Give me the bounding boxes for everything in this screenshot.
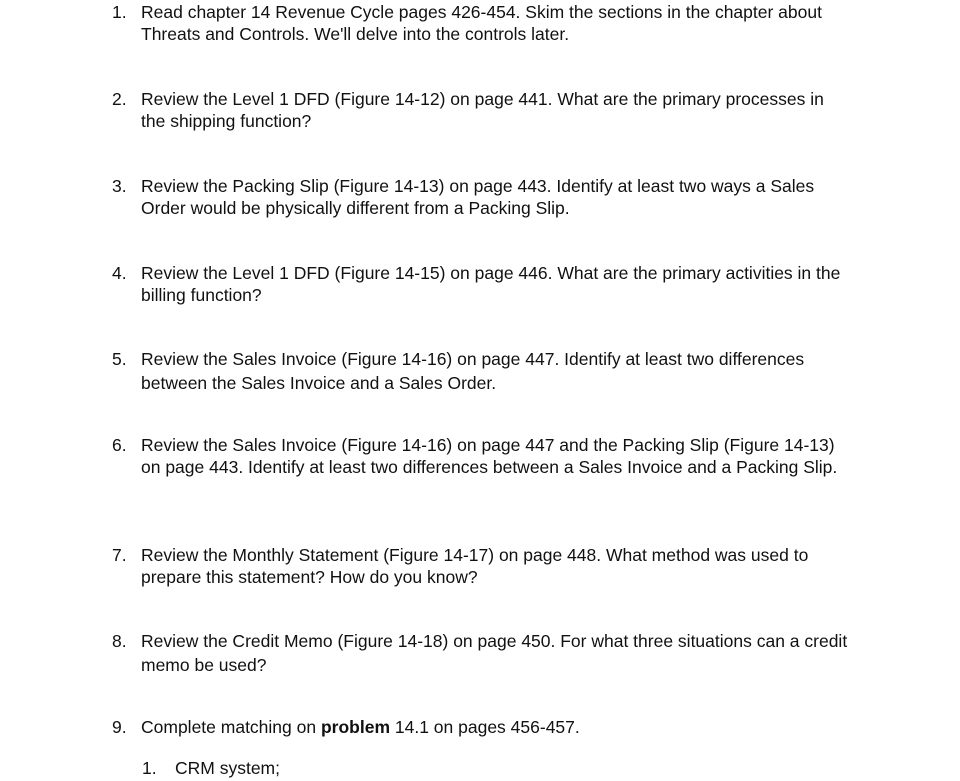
question-number: 4.: [112, 263, 127, 283]
question-text-before: Complete matching on: [141, 717, 321, 737]
sub-item-text: CRM system;: [175, 758, 280, 778]
question-text: Review the Level 1 DFD (Figure 14-15) on page 446. What are the primary activities in the billing function?: [141, 263, 841, 305]
sub-item-number: 1.: [142, 758, 157, 778]
question-text: [141, 716, 852, 738]
question-2: [112, 88, 852, 132]
question-text: Review the Monthly Statement (Figure 14-17) on page 448. What method was used to prepare this statement? How do you know?: [141, 545, 809, 587]
question-number: 1.: [112, 2, 127, 22]
question-number: 9.: [112, 717, 127, 737]
question-9: [112, 716, 852, 738]
question-number: 6.: [112, 435, 127, 455]
question-text: Read chapter 14 Revenue Cycle pages 426-454. Skim the sections in the chapter about Threats and Controls. We'll delve into the controls later.: [141, 2, 822, 44]
question-text: Review the Packing Slip (Figure 14-13) on page 443. Identify at least two ways a Sales Order would be physically different from a Packing Slip.: [141, 176, 815, 218]
question-5: [112, 347, 852, 395]
question-3: [112, 175, 852, 219]
question-text: Review the Level 1 DFD (Figure 14-12) on page 441. What are the primary processes in the shipping function?: [141, 89, 824, 131]
question-number: 8.: [112, 631, 127, 651]
question-6: [112, 434, 852, 478]
question-number: 3.: [112, 176, 127, 196]
question-4: [112, 262, 852, 306]
question-1: [112, 1, 852, 45]
question-text: Review the Sales Invoice (Figure 14-16) on page 447 and the Packing Slip (Figure 14-13) on page 443. Identify at least two differences between a Sales Invoice and a Packing Slip.: [141, 435, 838, 477]
sub-item-1: [142, 757, 742, 779]
question-text-after: 14.1 on pages 456-457.: [390, 717, 580, 737]
question-number: 7.: [112, 545, 127, 565]
question-text-bold: problem: [320, 717, 391, 737]
question-number: 5.: [112, 349, 127, 369]
question-text: Review the Sales Invoice (Figure 14-16) on page 447. Identify at least two differences between the Sales Invoice and a Sales Order.: [141, 349, 805, 393]
question-7: [112, 544, 852, 588]
question-number: 2.: [112, 89, 127, 109]
question-text: Review the Credit Memo (Figure 14-18) on page 450. For what three situations can a credit memo be used?: [141, 631, 848, 675]
question-8: [112, 629, 852, 677]
